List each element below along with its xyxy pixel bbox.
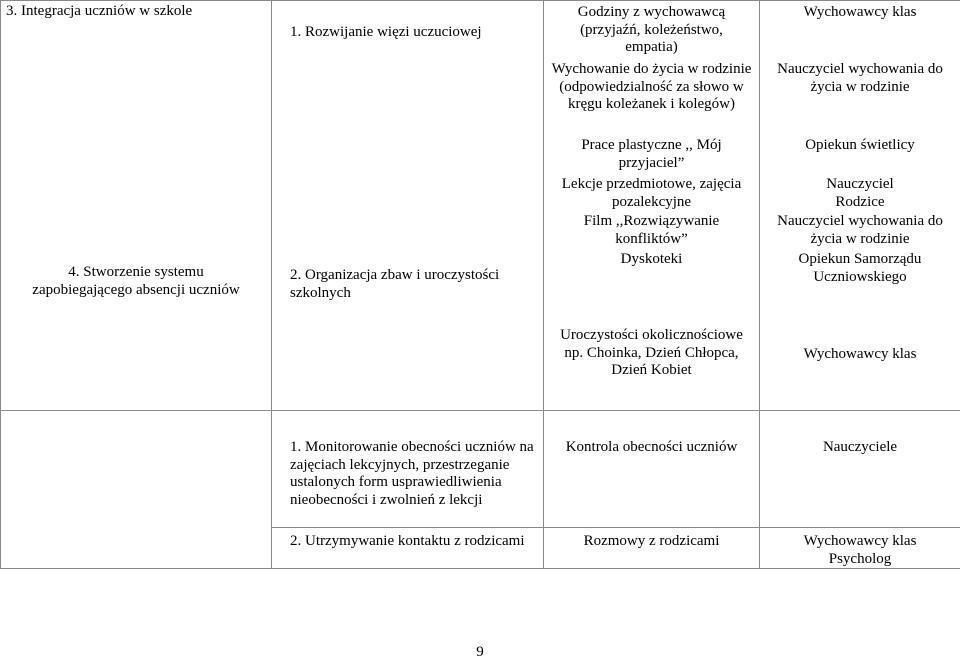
responsible-item: Opiekun świetlicy bbox=[805, 137, 915, 153]
responsible-item: Wychowawcy klas bbox=[803, 346, 917, 362]
task-text: 2. Utrzymywanie kontaktu z rodzicami bbox=[290, 533, 525, 549]
task-text: 2. Organizacja zbaw i uroczystości szkolnych bbox=[290, 267, 500, 301]
forms-cell bbox=[544, 528, 760, 569]
form-item: Rozmowy z rodzicami bbox=[583, 533, 720, 549]
responsible-item: Wychowawcy klas bbox=[803, 533, 917, 549]
task-text: 1. Rozwijanie więzi uczuciowej bbox=[290, 24, 482, 40]
forms-cell bbox=[544, 1, 760, 411]
form-item: Lekcje przedmiotowe, zajęcia pozalekcyjne bbox=[561, 176, 742, 210]
responsible-item: Nauczyciel wychowania do życia w rodzinie bbox=[777, 213, 943, 247]
table-row bbox=[1, 411, 960, 528]
form-item: Uroczystości okolicznościowe np. Choinka, Dzień Chłopca, Dzień Kobiet bbox=[560, 327, 743, 378]
goal-cell bbox=[1, 1, 272, 411]
responsible-item: Nauczyciel Rodzice bbox=[826, 176, 894, 210]
form-item: Godziny z wychowawcą (przyjaźń, koleżeństwo, empatia) bbox=[577, 4, 726, 55]
form-item: Dyskoteki bbox=[620, 251, 683, 267]
responsible-item: Nauczyciel wychowania do życia w rodzinie bbox=[777, 61, 943, 95]
forms-cell bbox=[544, 411, 760, 528]
task-cell bbox=[272, 528, 544, 569]
goal-cell-empty bbox=[1, 411, 272, 569]
page-number: 9 bbox=[476, 644, 484, 660]
responsible-item: Psycholog bbox=[828, 550, 892, 567]
responsible-cell bbox=[760, 1, 960, 411]
task-text: 1. Monitorowanie obecności uczniów na zajęciach lekcyjnych, przestrzeganie ustalonych form usprawiedliwienia nieobecności i zwolnień z lekcji bbox=[290, 439, 534, 508]
responsible-item: Opiekun Samorządu Uczniowskiego bbox=[798, 251, 922, 285]
form-item: Wychowanie do życia w rodzinie (odpowiedzialność za słowo w kręgu koleżanek i kolegów) bbox=[551, 61, 752, 112]
goal-4-text: 4. Stworzenie systemu zapobiegającego absencji uczniów bbox=[32, 264, 240, 298]
form-item: Kontrola obecności uczniów bbox=[565, 439, 738, 455]
task-cell bbox=[272, 411, 544, 528]
responsible-cell bbox=[760, 411, 960, 528]
form-item: Film ,,Rozwiązywanie konfliktów” bbox=[583, 213, 720, 247]
responsible-cell bbox=[760, 528, 960, 569]
goal-3-text: 3. Integracja uczniów w szkole bbox=[6, 3, 193, 19]
task-cell bbox=[272, 1, 544, 411]
table-row bbox=[1, 1, 960, 411]
form-item: Prace plastyczne ,, Mój przyjaciel” bbox=[581, 137, 722, 171]
responsible-item: Nauczyciele bbox=[822, 439, 898, 455]
responsible-item: Wychowawcy klas bbox=[803, 4, 917, 20]
